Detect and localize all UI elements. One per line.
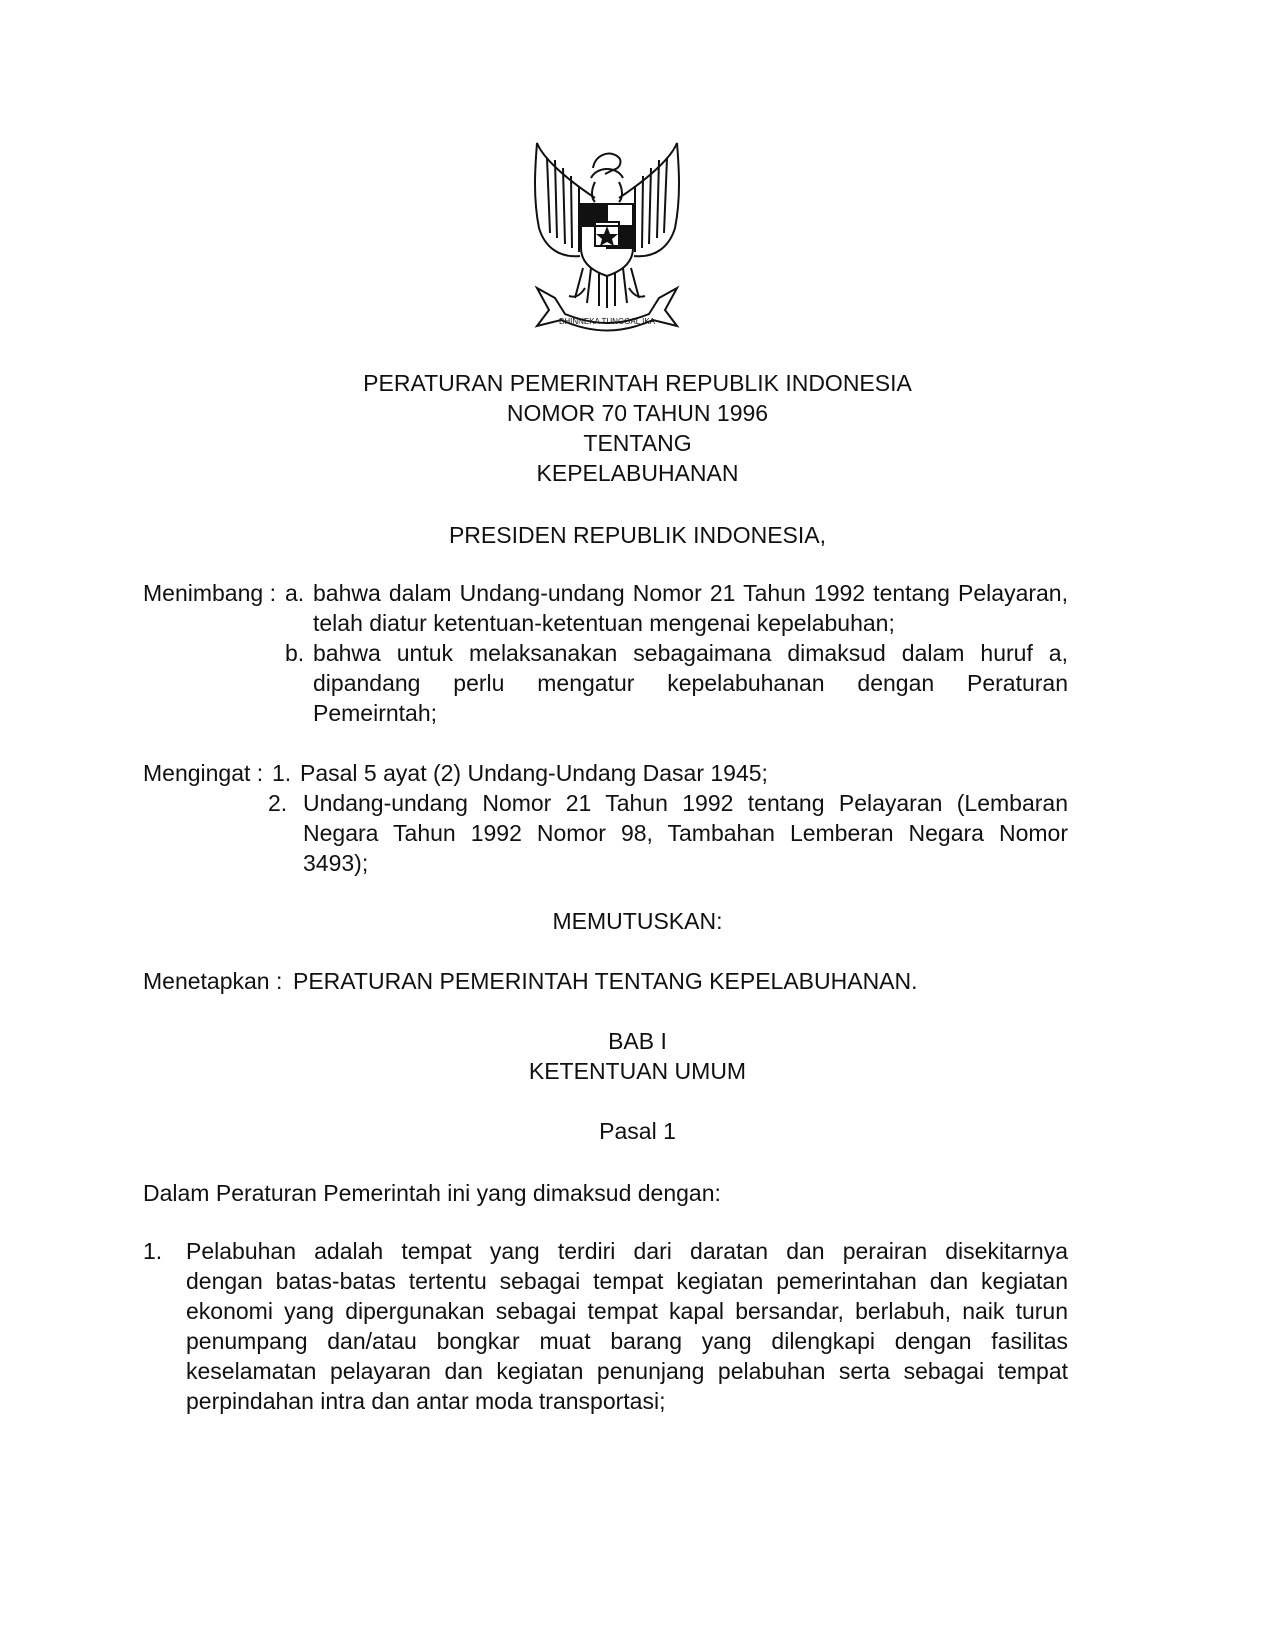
mengingat-label: Mengingat : xyxy=(143,760,264,786)
title-line-4: KEPELABUHANAN xyxy=(536,460,739,486)
menimbang-b-text xyxy=(313,638,1068,728)
menetapkan-text: PERATURAN PEMERINTAH TENTANG KEPELABUHANAN. xyxy=(293,968,918,994)
pasal-intro: Dalam Peraturan Pemerintah ini yang dimaksud dengan: xyxy=(143,1180,721,1206)
emblem-motto: BHINNEKA TUNGGAL IKA xyxy=(558,317,656,326)
mengingat-1-marker: 1. xyxy=(272,760,292,786)
definition-1-text xyxy=(186,1236,1068,1416)
menimbang-a-marker: a. xyxy=(285,580,305,606)
mengingat-1-text: Pasal 5 ayat (2) Undang-Undang Dasar 1945; xyxy=(300,760,768,786)
title-line-3: TENTANG xyxy=(583,430,692,456)
text-line: dengan batas-batas tertentu sebagai tempat kegiatan pemerintahan dan kegiatan xyxy=(186,1268,1068,1294)
garuda-emblem-icon xyxy=(525,138,689,338)
mengingat-2-text xyxy=(303,788,1068,878)
text-line: ekonomi yang dipergunakan sebagai tempat kapal bersandar, berlabuh, naik turun xyxy=(186,1298,1068,1324)
title-line-2: NOMOR 70 TAHUN 1996 xyxy=(506,400,769,426)
president-heading: PRESIDEN REPUBLIK INDONESIA, xyxy=(448,522,827,548)
text-line: 3493); xyxy=(303,850,369,876)
menimbang-a-text xyxy=(313,578,1068,638)
menetapkan-label: Menetapkan : xyxy=(143,968,283,994)
menimbang-b-marker: b. xyxy=(285,640,305,666)
text-line: bahwa untuk melaksanakan sebagaimana dimaksud dalam huruf a, xyxy=(313,640,1068,666)
text-line: bahwa dalam Undang-undang Nomor 21 Tahun 1992 tentang Pelayaran, xyxy=(313,580,1068,606)
mengingat-2-marker: 2. xyxy=(268,790,288,816)
menimbang-label: Menimbang : xyxy=(143,580,276,606)
text-line: Negara Tahun 1992 Nomor 98, Tambahan Lemberan Negara Nomor xyxy=(303,820,1068,846)
memutuskan-heading: MEMUTUSKAN: xyxy=(552,908,723,934)
text-line: dipandang perlu mengatur kepelabuhanan dengan Peraturan xyxy=(313,670,1068,696)
text-line: telah diatur ketentuan-ketentuan mengenai kepelabuhan; xyxy=(313,610,895,636)
bab-number: BAB I xyxy=(608,1028,667,1054)
text-line: Pemeirntah; xyxy=(313,700,438,726)
text-line: Pelabuhan adalah tempat yang terdiri dari daratan dan perairan disekitarnya xyxy=(186,1238,1068,1264)
text-line: penumpang dan/atau bongkar muat barang yang dilengkapi dengan fasilitas xyxy=(186,1328,1068,1354)
bab-title: KETENTUAN UMUM xyxy=(528,1058,747,1084)
title-line-1: PERATURAN PEMERINTAH REPUBLIK INDONESIA xyxy=(363,370,912,396)
text-line: perpindahan intra dan antar moda transportasi; xyxy=(186,1388,666,1414)
text-line: keselamatan pelayaran dan kegiatan penunjang pelabuhan serta sebagai tempat xyxy=(186,1358,1068,1384)
pasal-heading: Pasal 1 xyxy=(599,1118,676,1144)
definition-1-marker: 1. xyxy=(143,1238,163,1264)
text-line: Undang-undang Nomor 21 Tahun 1992 tentang Pelayaran (Lembaran xyxy=(303,790,1068,816)
